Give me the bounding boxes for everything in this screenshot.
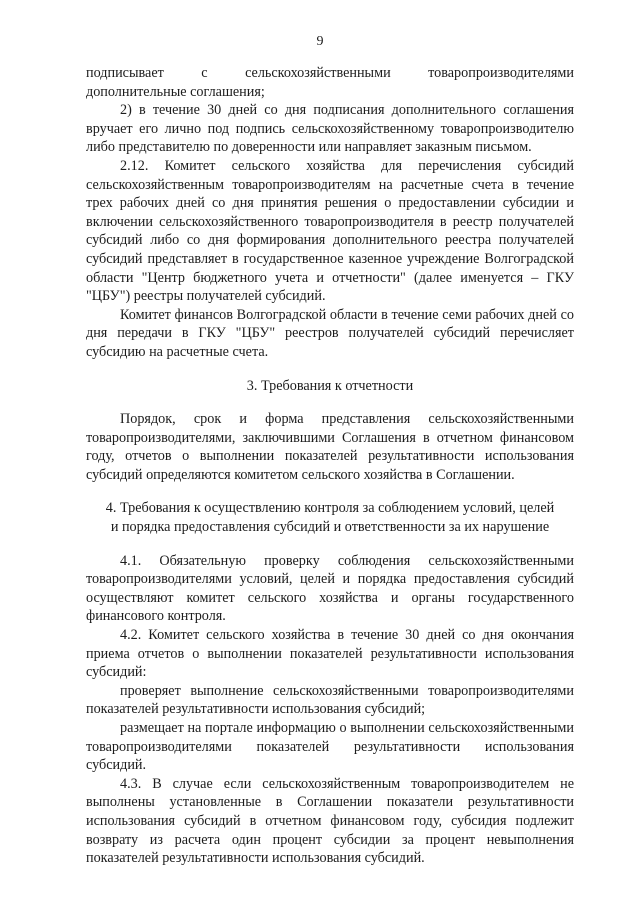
section-3-heading: 3. Требования к отчетности [246, 377, 414, 394]
paragraph-2-12: 2.12. Комитет сельского хозяйства для перечисления субсидий сельскохозяйственным товаропроизводителям на расчетные счета в течение трех рабочих дней со дня принятия решения о предоставлении субсидии и включении сельскохозяйственного товаропроизводителя в реестр получателей субсидий либо со дня формирования дополнительного реестра получателей субсидий представляет в государственное казенное учреждение Волгоградской области "Центр бюджетного учета и отчетности" (далее именуется – ГКУ "ЦБУ") реестры получателей субсидий. [86, 157, 574, 305]
paragraph-4-1: 4.1. Обязательную проверку соблюдения сельскохозяйственными товаропроизводителями условий, целей и порядка предоставления субсидий осуществляют комитет сельского хозяйства и органы государственного финансового контроля. [86, 552, 574, 625]
paragraph-checks: проверяет выполнение сельскохозяйственными товаропроизводителями показателей результативности использования субсидий; [86, 682, 574, 718]
paragraph-finance-committee: Комитет финансов Волгоградской области в течение семи рабочих дней со дня передачи в ГКУ "ЦБУ" реестров получателей субсидий перечисляет субсидию на расчетные счета. [86, 306, 574, 360]
paragraph-4-3: 4.3. В случае если сельскохозяйственным товаропроизводителем не выполнены установленные в Соглашении показатели результативности использования субсидий в отчетном финансовом году, субсидия подлежит возврату из расчета один процент субсидии за процент невыполнения показателей результативности использования субсидий. [86, 775, 574, 867]
section-4-heading [86, 499, 574, 536]
page-number: 9 [316, 34, 324, 49]
section-4-heading-line-2: и порядка предоставления субсидий и ответственности за их нарушение [110, 519, 550, 536]
paragraph-signing: подписывает с сельскохозяйственными товаропроизводителями дополнительные соглашения; [86, 65, 574, 100]
paragraph-reporting-order: Порядок, срок и форма представления сельскохозяйственными товаропроизводителями, заключившими Соглашения в отчетном финансовом году, отчетов о выполнении показателей результативности использования субсидий определяются комитетом сельского хозяйства в Соглашении. [86, 411, 574, 483]
section-4-heading-line-1: 4. Требования к осуществлению контроля за соблюдением условий, целей [105, 500, 555, 517]
document-body [86, 64, 574, 868]
paragraph-publishes: размещает на портале информацию о выполнении сельскохозяйственными товаропроизводителями показателей результативности использования субсидий. [86, 720, 574, 774]
paragraph-4-2: 4.2. Комитет сельского хозяйства в течение 30 дней со дня окончания приема отчетов о выполнении показателей результативности использования субсидий: [86, 627, 574, 681]
paragraph-item-2: 2) в течение 30 дней со дня подписания дополнительного соглашения вручает его лично под подпись сельскохозяйственному товаропроизводителю либо представителю по доверенности или направляет заказным письмом. [86, 102, 574, 156]
